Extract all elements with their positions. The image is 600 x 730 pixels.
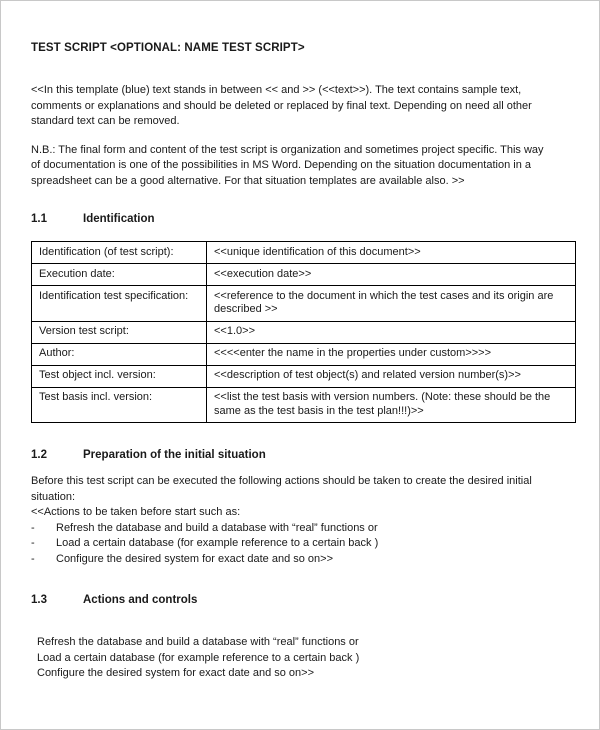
section-number: 1.3 <box>31 594 47 606</box>
action-line: Load a certain database (for example reference to a certain back ) <box>37 651 360 664</box>
action-line: Refresh the database and build a database with “real” functions or <box>37 636 359 648</box>
preparation-block <box>31 474 574 567</box>
preparation-lead: <<Actions to be taken before start such as: <box>31 506 241 518</box>
table-row <box>32 387 576 423</box>
row-value: <<unique identification of this document>> <box>207 242 576 264</box>
section-title: Actions and controls <box>83 594 198 606</box>
row-label: Author: <box>32 343 207 365</box>
section-number: 1.2 <box>31 449 47 461</box>
row-label: Identification test specification: <box>32 286 207 322</box>
list-item <box>31 521 574 537</box>
section-number: 1.1 <box>31 213 47 225</box>
bullet-marker: - <box>31 537 35 549</box>
row-value: <<<<enter the name in the properties under custom>>>> <box>207 343 576 365</box>
table-row <box>32 286 576 322</box>
row-label: Test basis incl. version: <box>32 387 207 423</box>
row-value: <<reference to the document in which the test cases and its origin are described >> <box>207 286 576 322</box>
document-title: TEST SCRIPT <OPTIONAL: NAME TEST SCRIPT> <box>31 42 305 54</box>
bullet-marker: - <box>31 552 35 565</box>
row-value: <<1.0>> <box>207 321 576 343</box>
table-row <box>32 365 576 387</box>
section-title: Preparation of the initial situation <box>83 449 266 461</box>
row-label: Execution date: <box>32 264 207 286</box>
section-title: Identification <box>83 213 155 225</box>
bullet-text: Load a certain database (for example reference to a certain back ) <box>56 537 379 549</box>
row-label: Identification (of test script): <box>32 242 207 264</box>
table-row <box>32 264 576 286</box>
table-row <box>32 242 576 264</box>
section-heading-preparation <box>31 448 574 462</box>
identification-table <box>31 241 576 423</box>
nb-paragraph: N.B.: The final form and content of the test script is organization and sometimes project specific. This way of documentation is one of the possibilities in MS Word. Depending on the situation documentation in a spreadsheet can be a good alternative. For that situation templates are available also. >> <box>31 143 544 187</box>
bullet-marker: - <box>31 521 35 534</box>
action-line: Configure the desired system for exact date and so on>> <box>37 667 314 679</box>
row-value: <<description of test object(s) and related version number(s)>> <box>207 365 576 387</box>
actions-controls-block <box>31 635 574 682</box>
table-row <box>32 321 576 343</box>
row-value: <<list the test basis with version numbers. (Note: these should be the same as the test basis in the test plan!!!)>> <box>207 387 576 423</box>
list-item <box>31 552 574 568</box>
row-label: Version test script: <box>32 321 207 343</box>
row-value: <<execution date>> <box>207 264 576 286</box>
section-heading-actions-controls <box>31 593 574 607</box>
bullet-text: Configure the desired system for exact date and so on>> <box>56 552 333 565</box>
section-heading-identification <box>31 212 574 226</box>
list-item <box>31 536 574 552</box>
table-row <box>32 343 576 365</box>
row-label: Test object incl. version: <box>32 365 207 387</box>
intro-paragraph: <<In this template (blue) text stands in between << and >> (<<text>>). The text contains sample text, comments or explanations and should be deleted or replaced by final text. Depending on need all other standard text can be removed. <box>31 84 532 127</box>
preparation-intro: Before this test script can be executed the following actions should be taken to create the desired initial situation: <box>31 475 532 503</box>
bullet-text: Refresh the database and build a database with “real” functions or <box>56 521 378 534</box>
